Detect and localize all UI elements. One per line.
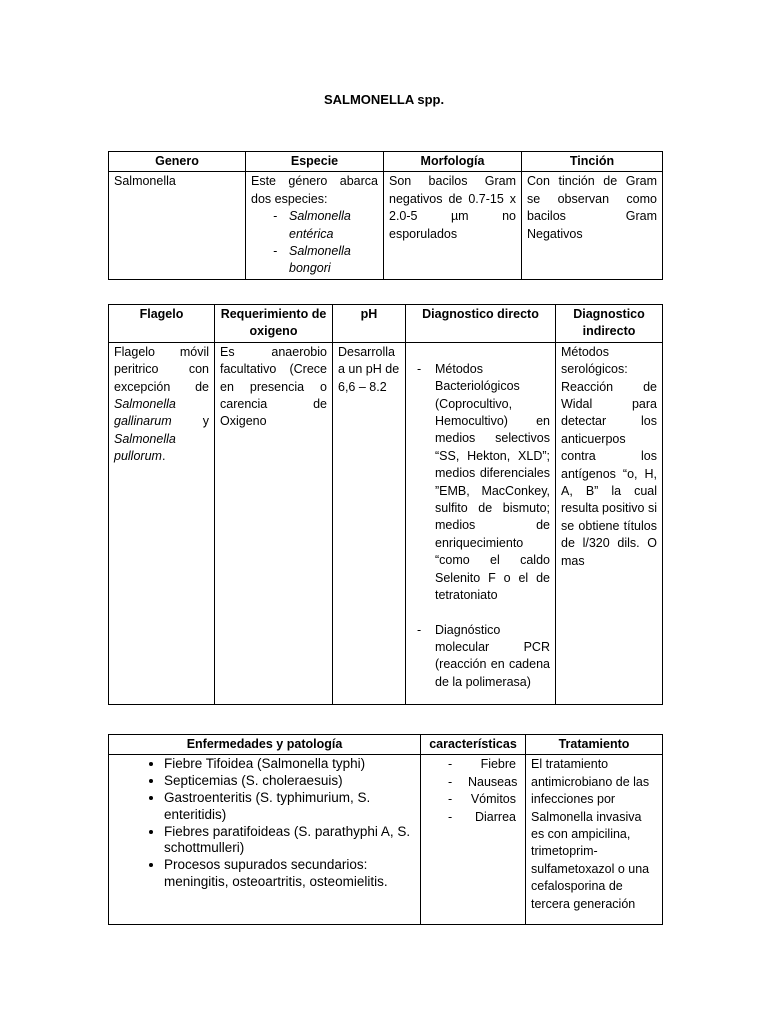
cell-flagelo bbox=[109, 342, 215, 704]
header-especie: Especie bbox=[246, 152, 384, 172]
list-item: • Septicemias (S. choleraesuis) bbox=[164, 773, 415, 790]
table-header-row bbox=[109, 152, 663, 172]
flagelo-species-2: Salmonella pullorum bbox=[114, 431, 176, 464]
document-title: SALMONELLA spp. bbox=[323, 92, 445, 107]
cell-caracteristicas bbox=[421, 755, 526, 925]
cell-enfermedades bbox=[109, 755, 421, 925]
caracteristica-text: Nauseas bbox=[468, 774, 518, 789]
list-item: • Fiebre Tifoidea (Salmonella typhi) bbox=[164, 756, 415, 773]
header-genero: Genero bbox=[109, 152, 246, 172]
header-indirecto: Diagnostico indirecto bbox=[556, 305, 663, 343]
list-item bbox=[444, 809, 520, 826]
list-item bbox=[444, 774, 520, 791]
especie-intro: Este género abarca dos especies: bbox=[251, 174, 378, 206]
list-item: • Gastroenteritis (S. typhimurium, S. enteritidis) bbox=[164, 790, 415, 824]
list-item bbox=[444, 791, 520, 808]
cell-ph: Desarrolla a un pH de 6,6 – 8.2 bbox=[333, 342, 406, 704]
flagelo-species-1: Salmonella gallinarum bbox=[114, 397, 176, 429]
taxonomy-table bbox=[108, 151, 663, 280]
cell-especie bbox=[246, 172, 384, 279]
disease-table bbox=[108, 734, 663, 925]
table-row bbox=[109, 342, 663, 704]
caracteristica-text: Vómitos bbox=[470, 792, 516, 807]
cell-indirecto: Métodos serológicos: Reacción de Widal para detectar los anticuerpos contra los antígenos “o, H, A, B” la cual resulta positivo si se obtiene títulos de l/320 dils. O mas bbox=[556, 342, 663, 704]
table-row bbox=[109, 172, 663, 279]
header-flagelo: Flagelo bbox=[109, 305, 215, 343]
table-header-row bbox=[109, 305, 663, 343]
header-ph: pH bbox=[333, 305, 406, 343]
list-item: • Fiebres paratifoideas (S. parathyphi A, S. schottmulleri) bbox=[164, 824, 415, 858]
caracteristica-text: Fiebre bbox=[480, 757, 516, 772]
list-item: • Procesos supurados secundarios: meningitis, osteoartritis, osteomielitis. bbox=[164, 857, 415, 891]
list-item: - Salmonella bongori bbox=[269, 243, 378, 278]
header-caracteristicas: características bbox=[421, 735, 526, 755]
cell-morfologia: Son bacilos Gram negativos de 0.7-15 x 2.0-5 µm no esporulados bbox=[384, 172, 522, 279]
flagelo-text: Flagelo móvil peritrico con excepción de bbox=[114, 344, 209, 394]
list-item: - Diagnóstico molecular PCR (reacción en cadena de la polimerasa) bbox=[413, 622, 550, 692]
cell-genero: Salmonella bbox=[109, 172, 246, 279]
list-item bbox=[444, 756, 520, 773]
header-morfologia: Morfología bbox=[384, 152, 522, 172]
header-tincion: Tinción bbox=[522, 152, 663, 172]
cell-oxigeno: Es anaerobio facultativo (Crece en presencia o carencia de Oxigeno bbox=[215, 342, 333, 704]
cell-tratamiento: El tratamiento antimicrobiano de las infecciones por Salmonella invasiva es con ampicilina, trimetoprim-sulfametoxazol o una cefalosporina de tercera generación bbox=[526, 755, 663, 925]
header-enfermedades: Enfermedades y patología bbox=[109, 735, 421, 755]
table-header-row bbox=[109, 735, 663, 755]
list-item: - Salmonella entérica bbox=[269, 208, 378, 243]
cell-tincion: Con tinción de Gram se observan como bacilos Gram Negativos bbox=[522, 172, 663, 279]
cell-directo bbox=[406, 342, 556, 704]
list-item: - Métodos Bacteriológicos (Coprocultivo, Hemocultivo) en medios selectivos “SS, Hekton, XLD”; medios diferenciales ”EMB, MacConkey, sulfito de bismuto; medios de enriquecimiento “como el caldo Selenito F o el de tetratoniato bbox=[413, 361, 550, 605]
header-tratamiento: Tratamiento bbox=[526, 735, 663, 755]
caracteristica-text: Diarrea bbox=[475, 809, 516, 824]
table-row bbox=[109, 755, 663, 925]
header-directo: Diagnostico directo bbox=[406, 305, 556, 343]
flagelo-y: y bbox=[202, 414, 209, 429]
header-oxigeno: Requerimiento de oxigeno bbox=[215, 305, 333, 343]
flagelo-end: . bbox=[161, 449, 166, 464]
characteristics-table bbox=[108, 304, 663, 705]
